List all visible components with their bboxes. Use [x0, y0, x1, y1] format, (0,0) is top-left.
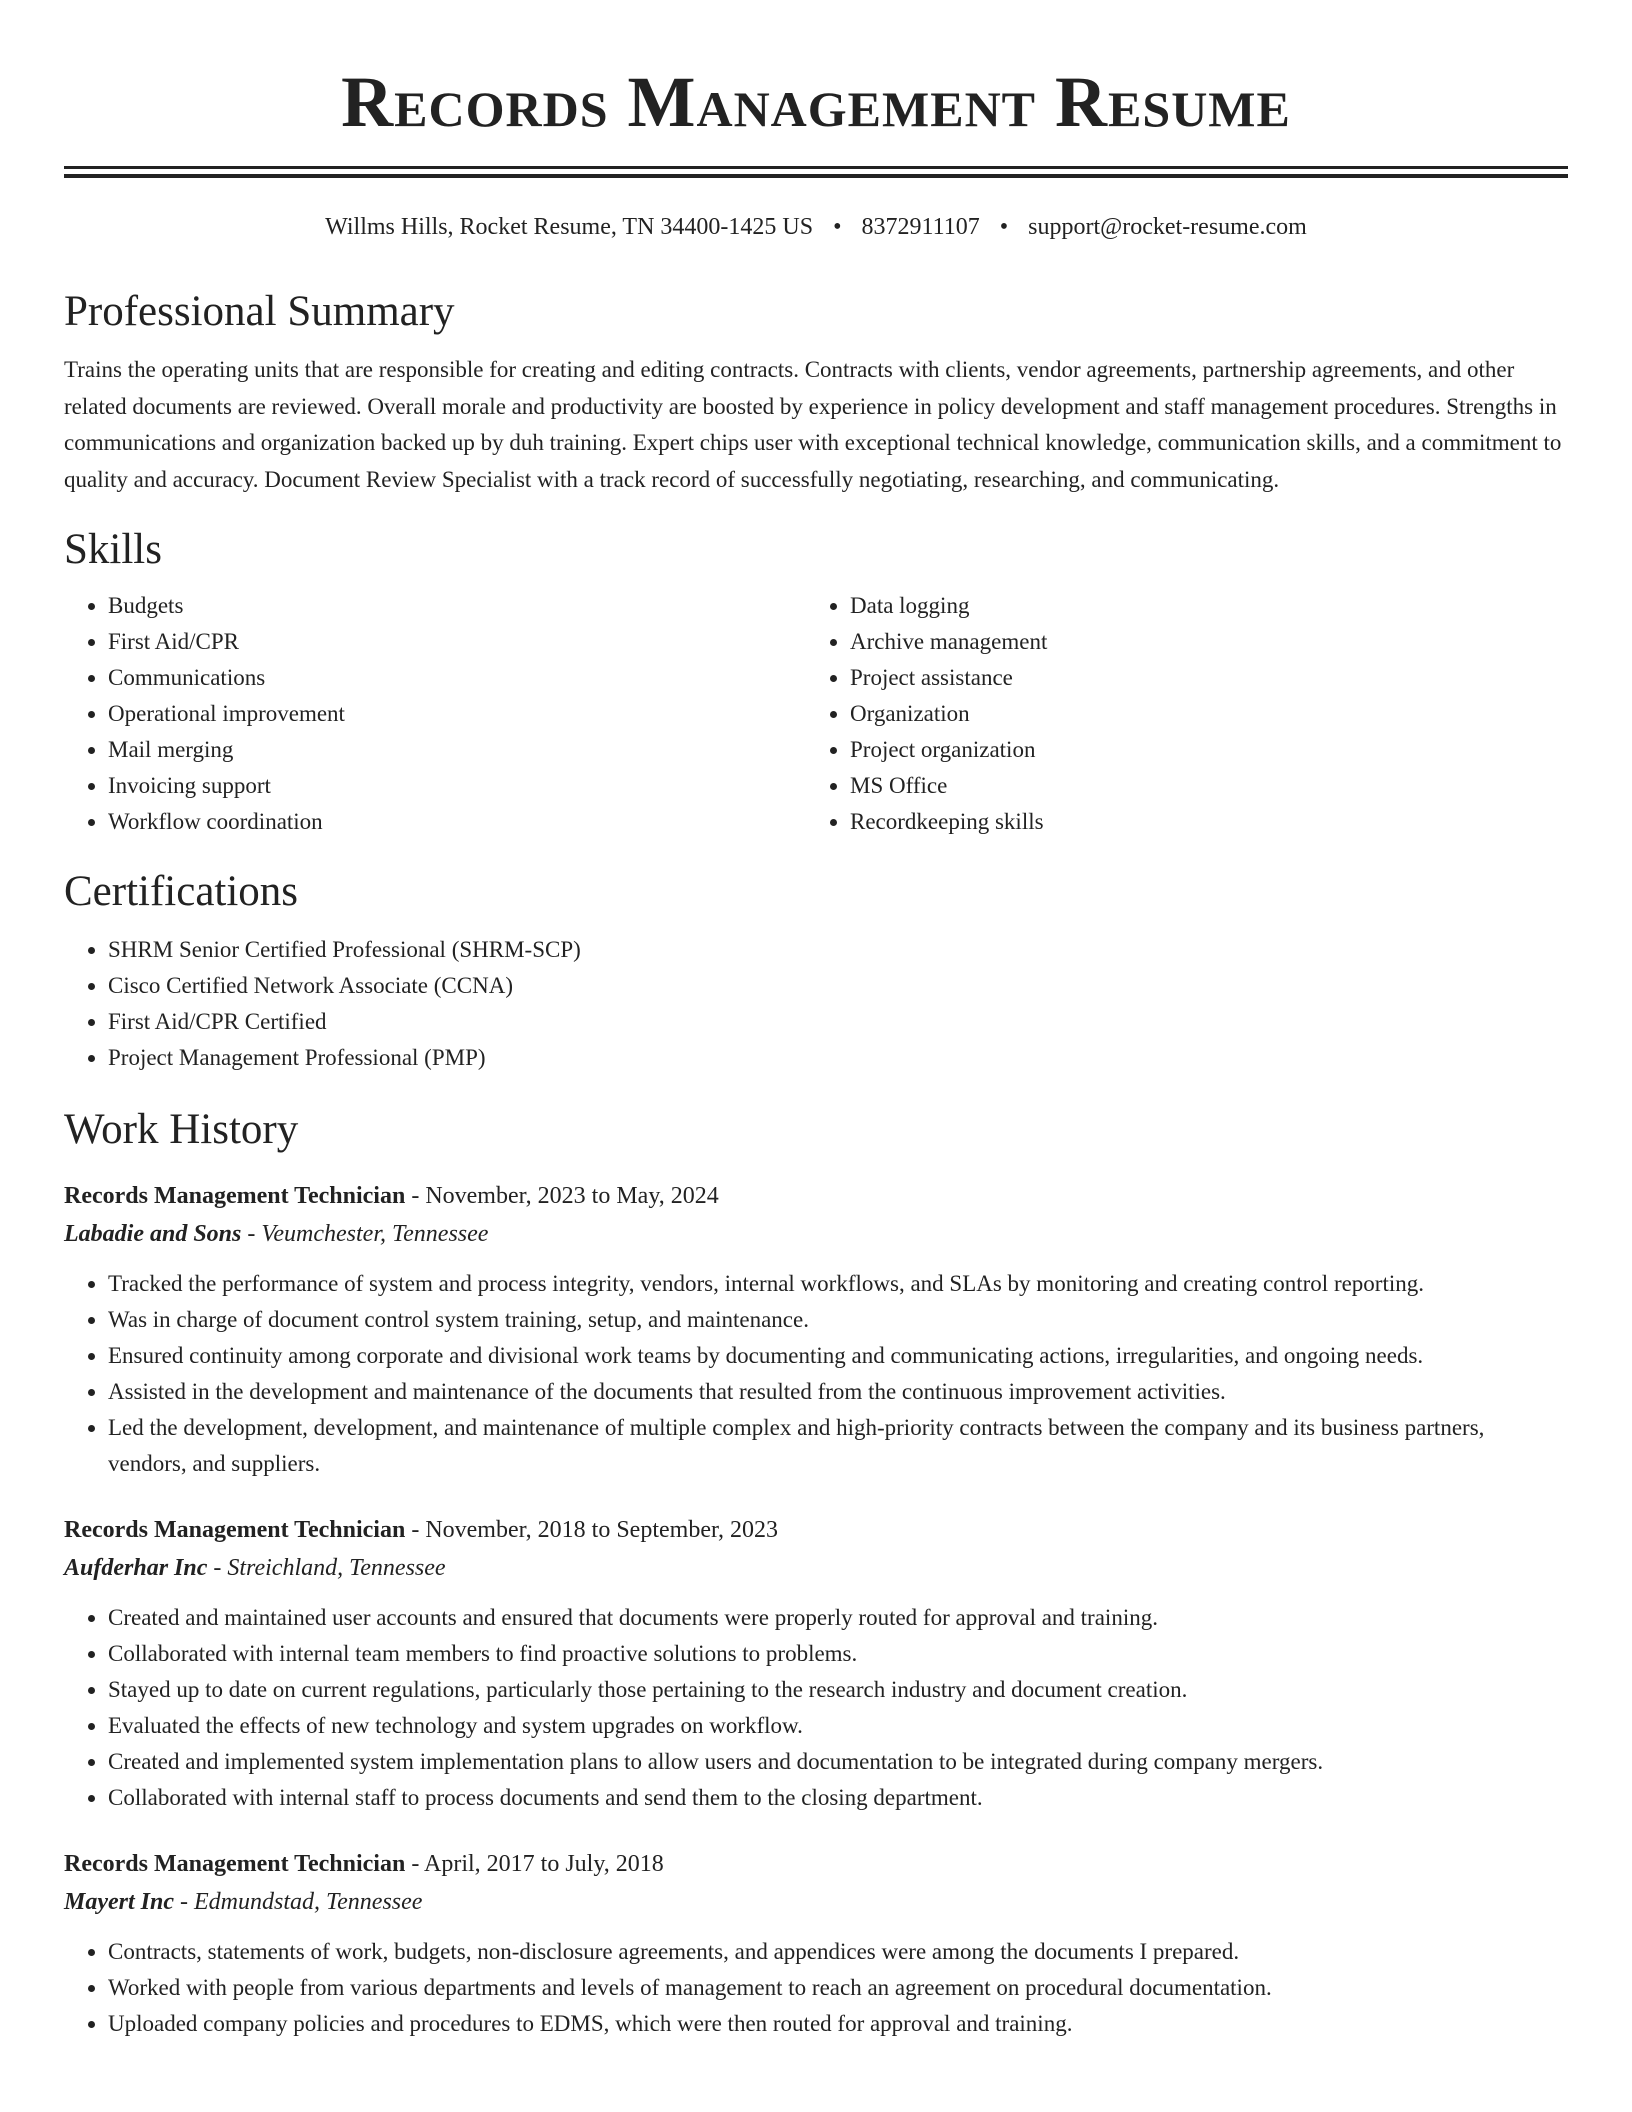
contact-address: Willms Hills, Rocket Resume, TN 34400-1425 US — [325, 214, 814, 240]
job-title-line — [64, 1846, 1568, 1882]
title-divider-bottom — [64, 174, 1568, 178]
job-entry — [64, 1512, 1568, 1816]
job-dates: - November, 2023 to May, 2024 — [405, 1183, 719, 1209]
job-entry — [64, 1846, 1568, 2042]
employer-name: Aufderhar Inc — [64, 1555, 208, 1581]
responsibility-item: • Evaluated the effects of new technology and system upgrades on workflow. — [108, 1708, 1568, 1744]
employer-location: - Veumchester, Tennessee — [241, 1221, 489, 1247]
skill-item: • Invoicing support — [108, 768, 806, 804]
employer-line — [64, 1548, 1568, 1588]
skill-item: • Communications — [108, 660, 806, 696]
certifications-list — [64, 932, 1568, 1076]
skills-column-left — [64, 588, 806, 840]
resume-title: Records Management Resume — [341, 62, 1291, 142]
employer-line — [64, 1214, 1568, 1254]
skill-item: • Project organization — [850, 732, 1548, 768]
employer-location: - Streichland, Tennessee — [207, 1555, 446, 1581]
employer-location: - Edmundstad, Tennessee — [174, 1889, 423, 1915]
contact-line — [64, 212, 1568, 242]
responsibility-item: • Assisted in the development and maintenance of the documents that resulted from the continuous improvement activities. — [108, 1374, 1568, 1410]
certification-item: • Project Management Professional (PMP) — [108, 1040, 1568, 1076]
skill-item: • Mail merging — [108, 732, 806, 768]
bullet-separator: • — [833, 214, 842, 240]
skill-item: • Operational improvement — [108, 696, 806, 732]
employer-name: Mayert Inc — [64, 1889, 174, 1915]
responsibility-item: • Led the development, development, and maintenance of multiple complex and high-priority contracts between the company and its business partners, vendors, and suppliers. — [108, 1410, 1568, 1482]
certification-item: • SHRM Senior Certified Professional (SHRM-SCP) — [108, 932, 1568, 968]
responsibility-item: • Tracked the performance of system and process integrity, vendors, internal workflows, and SLAs by monitoring and creating control reporting. — [108, 1266, 1568, 1302]
job-title: Records Management Technician — [64, 1517, 406, 1543]
responsibility-item: • Created and implemented system implementation plans to allow users and documentation to be integrated during company mergers. — [108, 1744, 1568, 1780]
job-responsibilities — [64, 1934, 1568, 2042]
responsibility-item: • Stayed up to date on current regulations, particularly those pertaining to the research industry and document creation. — [108, 1672, 1568, 1708]
responsibility-item: • Created and maintained user accounts and ensured that documents were properly routed for approval and training. — [108, 1600, 1568, 1636]
contact-email: support@rocket-resume.com — [1028, 214, 1307, 240]
responsibility-item: • Collaborated with internal staff to process documents and send them to the closing department. — [108, 1780, 1568, 1816]
job-entry — [64, 1178, 1568, 1482]
responsibility-item: • Worked with people from various departments and levels of management to reach an agreement on procedural documentation. — [108, 1970, 1568, 2006]
summary-text: Trains the operating units that are responsible for creating and editing contracts. Contracts with clients, vendor agreements, partnership agreements, and other related documents are reviewed. Overall morale and productivity are boosted by experience in policy development and staff management procedures. Strengths in communications and organization backed up by duh training. Expert chips user with exceptional technical knowledge, communication skills, and a commitment to quality and accuracy. Document Review Specialist with a track record of successfully negotiating, researching, and communicating. — [64, 357, 1562, 492]
job-dates: - April, 2017 to July, 2018 — [405, 1851, 664, 1877]
responsibility-item: • Contracts, statements of work, budgets, non-disclosure agreements, and appendices were among the documents I prepared. — [108, 1934, 1568, 1970]
responsibility-item: • Was in charge of document control system training, setup, and maintenance. — [108, 1302, 1568, 1338]
work-history-heading: Work History — [64, 1106, 299, 1153]
skill-item: • Budgets — [108, 588, 806, 624]
job-responsibilities — [64, 1600, 1568, 1816]
responsibility-item: • Uploaded company policies and procedures to EDMS, which were then routed for approval and training. — [108, 2006, 1568, 2042]
skill-item: • Data logging — [850, 588, 1548, 624]
skill-item: • Recordkeeping skills — [850, 804, 1548, 840]
job-title: Records Management Technician — [64, 1183, 406, 1209]
skill-item: • Workflow coordination — [108, 804, 806, 840]
skill-item: • First Aid/CPR — [108, 624, 806, 660]
resume-page — [64, 0, 1568, 2042]
skill-item: • MS Office — [850, 768, 1548, 804]
skill-item: • Archive management — [850, 624, 1548, 660]
employer-line — [64, 1882, 1568, 1922]
employer-name: Labadie and Sons — [64, 1221, 242, 1247]
job-title-line — [64, 1512, 1568, 1548]
job-title-line — [64, 1178, 1568, 1214]
skills-grid — [64, 588, 1568, 840]
certification-item: • First Aid/CPR Certified — [108, 1004, 1568, 1040]
bullet-separator: • — [999, 214, 1009, 240]
job-responsibilities — [64, 1266, 1568, 1482]
certifications-heading: Certifications — [64, 868, 299, 915]
responsibility-item: • Collaborated with internal team members to find proactive solutions to problems. — [108, 1636, 1568, 1672]
title-divider-top — [64, 166, 1568, 169]
skill-item: • Organization — [850, 696, 1548, 732]
skill-item: • Project assistance — [850, 660, 1548, 696]
job-title: Records Management Technician — [64, 1851, 406, 1877]
contact-phone: 8372911107 — [861, 214, 980, 240]
skills-heading: Skills — [64, 526, 162, 573]
skills-column-right — [806, 588, 1548, 840]
summary-heading: Professional Summary — [64, 288, 455, 335]
responsibility-item: • Ensured continuity among corporate and divisional work teams by documenting and communicating actions, irregularities, and ongoing needs. — [108, 1338, 1568, 1374]
job-dates: - November, 2018 to September, 2023 — [405, 1517, 778, 1543]
certification-item: • Cisco Certified Network Associate (CCNA) — [108, 968, 1568, 1004]
